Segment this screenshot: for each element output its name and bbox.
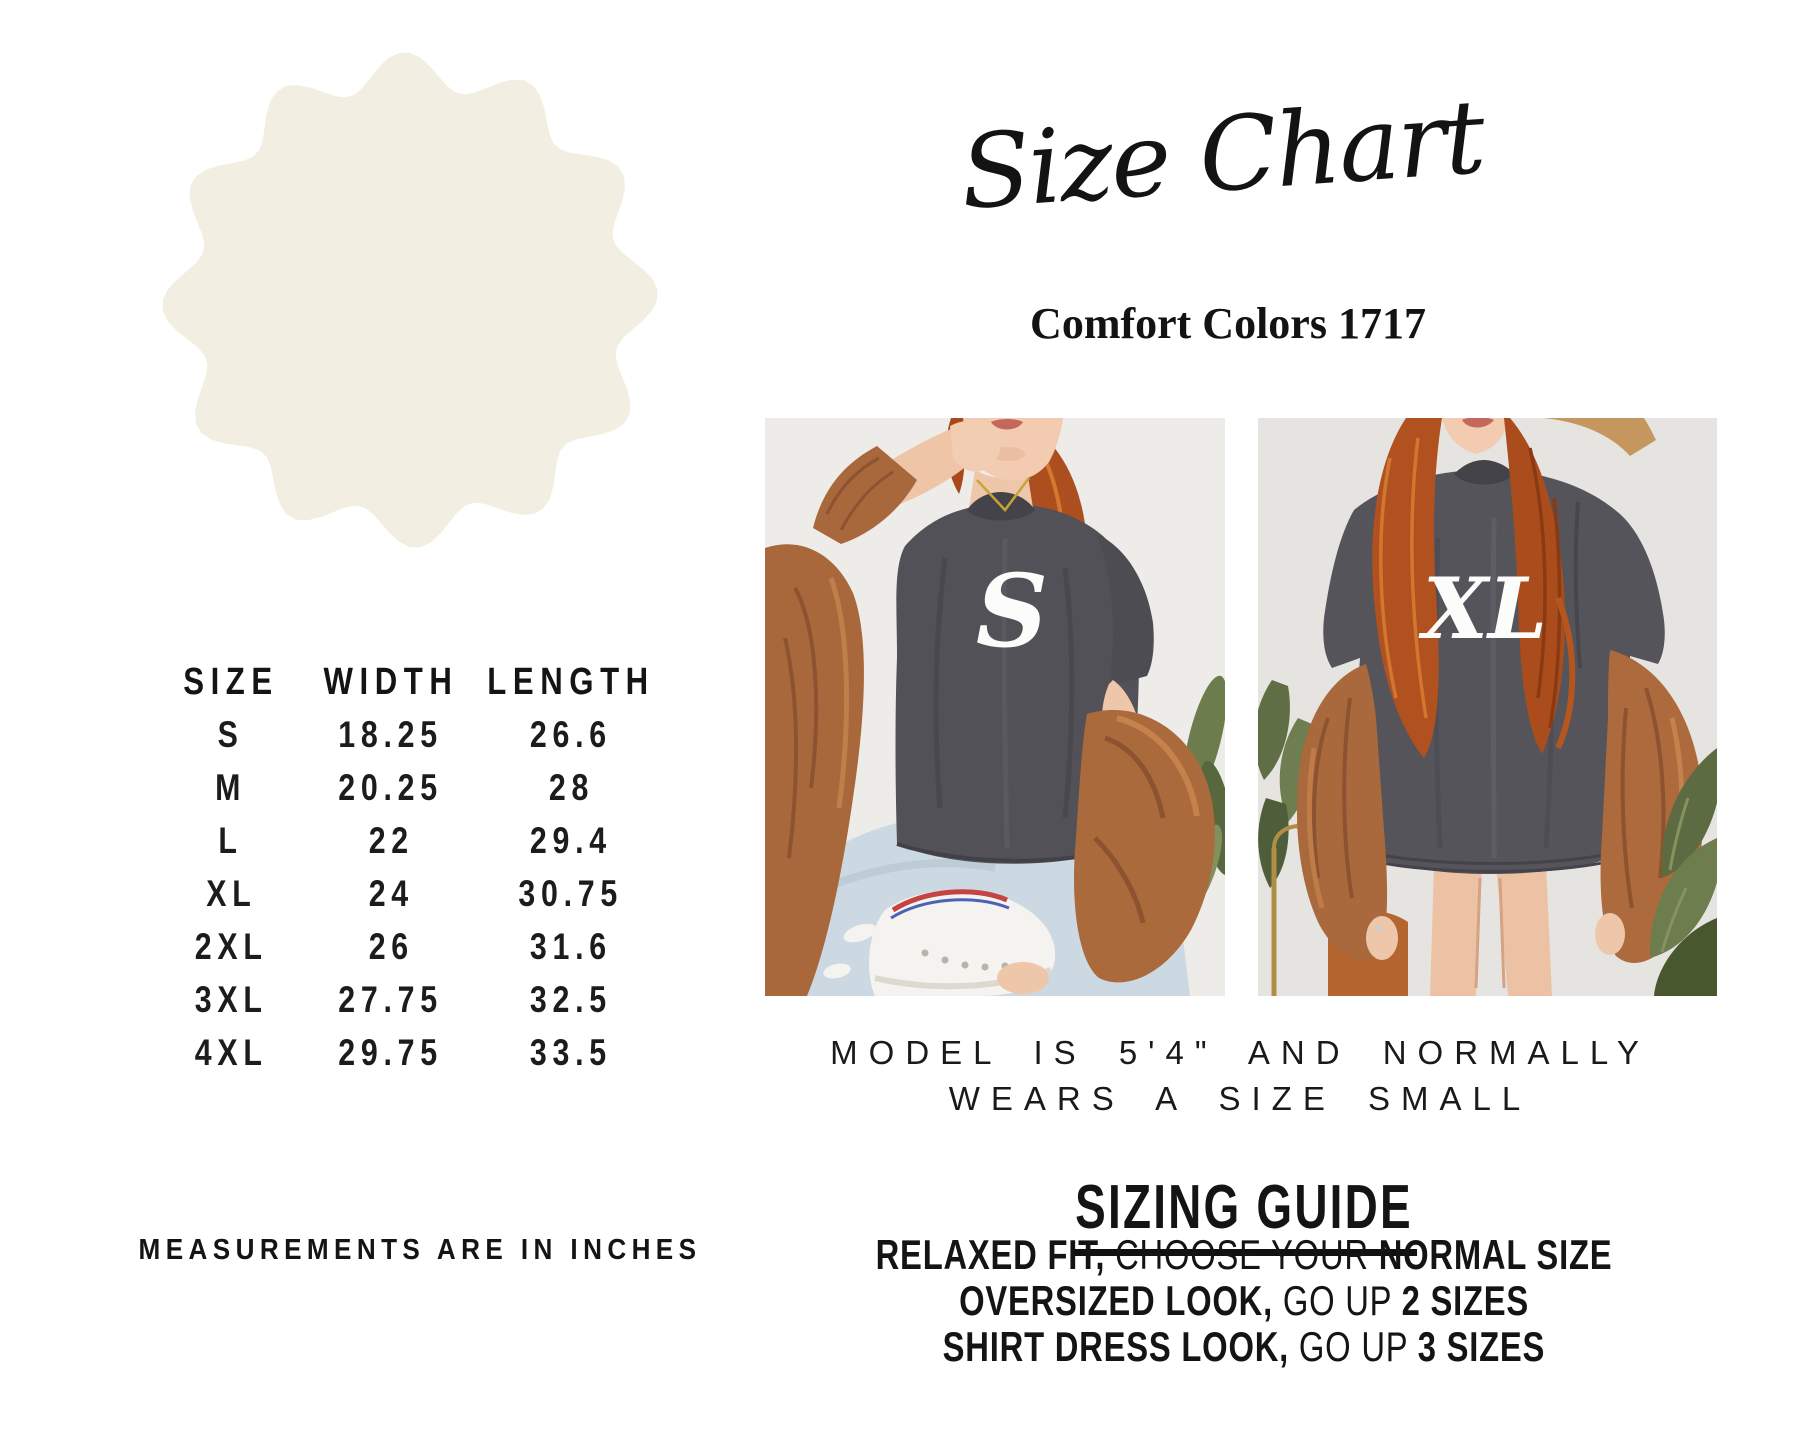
table-cell: 24 [368, 873, 414, 914]
table-cell: 3XL [194, 979, 268, 1020]
scallop-flower-shape [160, 50, 660, 550]
table-cell: 33.5 [529, 1032, 612, 1073]
left-hand [1366, 916, 1398, 960]
model-photo-right-illustration [1258, 418, 1717, 996]
table-cell: XL [205, 873, 257, 914]
table-cell: 28 [548, 767, 594, 808]
size-table-column-size [173, 656, 289, 1079]
table-cell: 20.25 [338, 767, 444, 808]
sizing-guide-line: RELAXED FIT, CHOOSE YOUR NORMAL SIZE [875, 1231, 1613, 1278]
table-cell: 31.6 [529, 926, 612, 967]
size-table-column-length [469, 656, 673, 1079]
right-hand [1595, 913, 1625, 955]
model-photo-left-illustration [765, 418, 1225, 996]
table-cell: 18.25 [338, 714, 444, 755]
column-header-length: LENGTH [487, 661, 655, 703]
sizing-guide-line: OVERSIZED LOOK, GO UP 2 SIZES [959, 1277, 1529, 1324]
ring [1375, 925, 1381, 931]
table-cell: 26 [368, 926, 414, 967]
scallop-flower-svg [160, 50, 660, 550]
table-cell: L [218, 820, 244, 861]
measurements-footnote: MEASUREMENTS ARE IN INCHES [138, 1234, 702, 1266]
sizing-guide-lines [772, 1232, 1717, 1370]
column-header-width: WIDTH [323, 661, 459, 703]
table-cell: 27.75 [338, 979, 444, 1020]
table-cell: 22 [368, 820, 414, 861]
size-table-column-width [309, 656, 474, 1079]
table-cell: 4XL [194, 1032, 268, 1073]
table-cell: 26.6 [529, 714, 612, 755]
resting-hand [997, 962, 1049, 994]
table-cell: 2XL [194, 926, 268, 967]
page-subtitle: Comfort Colors 1717 [1030, 299, 1426, 348]
page-title: Size Chart [956, 77, 1488, 234]
table-cell: 32.5 [529, 979, 612, 1020]
table-cell: 30.75 [518, 873, 624, 914]
model-note [830, 1030, 1650, 1122]
shirt-letter-xl: XL [1422, 559, 1548, 658]
sizing-guide-line: SHIRT DRESS LOOK, GO UP 3 SIZES [942, 1323, 1546, 1370]
table-cell: S [218, 714, 244, 755]
table-cell: 29.75 [338, 1032, 444, 1073]
scallop-flower-polygon [163, 53, 658, 548]
sizing-guide-heading: SIZING GUIDE [1010, 1172, 1478, 1256]
model-photo-size-s [765, 418, 1225, 996]
shirt-letter-s: S [975, 552, 1049, 670]
model-note-line1: MODEL IS 5'4" AND NORMALLY [830, 1034, 1650, 1071]
table-cell: 29.4 [529, 820, 612, 861]
column-header-size: SIZE [183, 661, 279, 703]
model-photo-size-xl [1258, 418, 1717, 996]
model-note-line2: WEARS A SIZE SMALL [948, 1080, 1532, 1117]
table-cell: M [215, 767, 247, 808]
